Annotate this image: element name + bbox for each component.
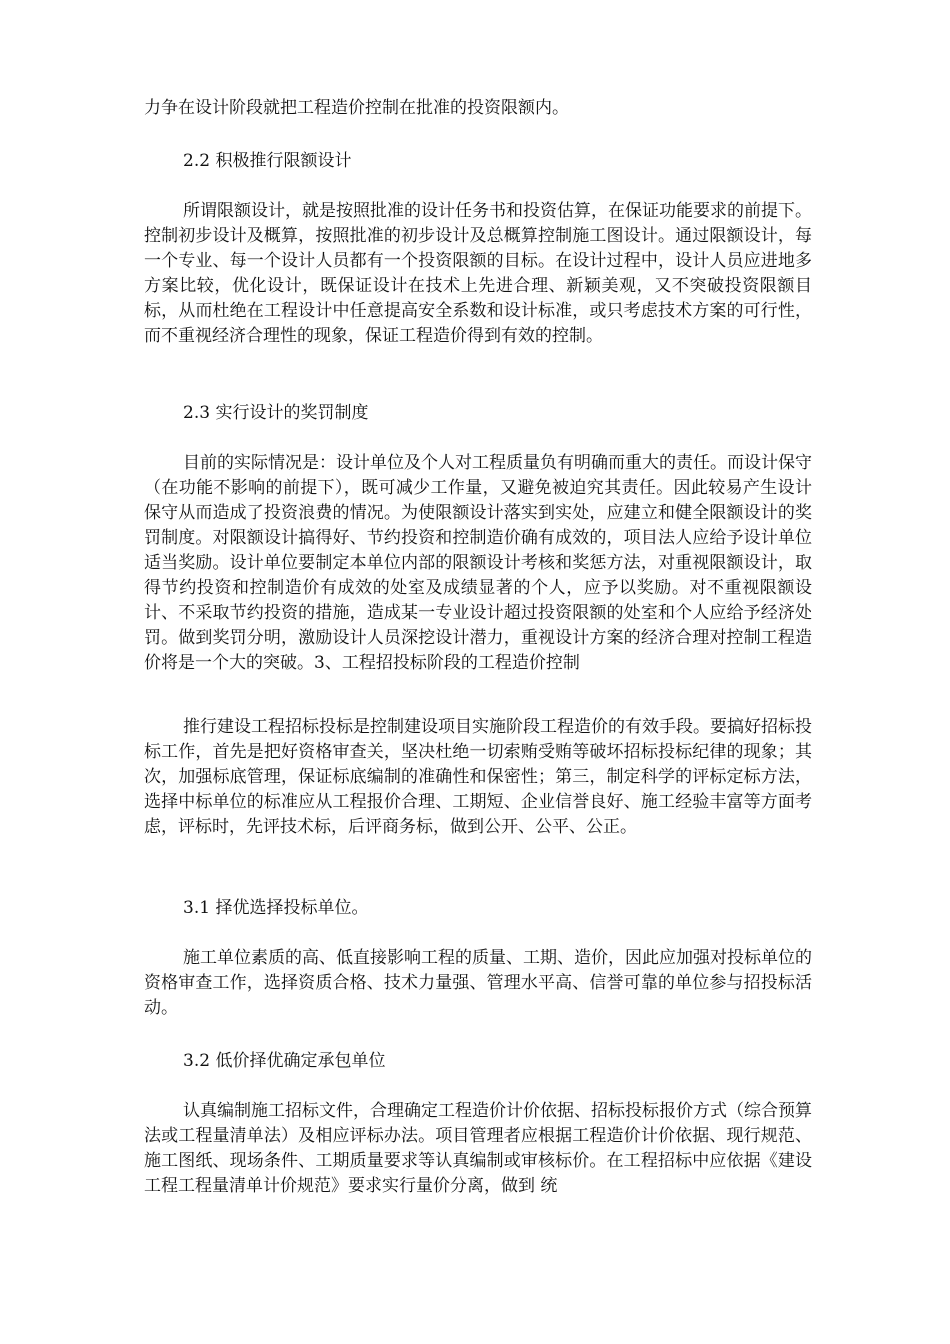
paragraph-select-bidders: 施工单位素质的高、低直接影响工程的质量、工期、造价，因此应加强对投标单位的资格审查工作，选择资质合格、技术力量强、管理水平高、信誉可靠的单位参与招投标活动。 (144, 948, 812, 1018)
paragraph-continuation: 力争在设计阶段就把工程造价控制在批准的投资限额内。 (144, 98, 569, 118)
paragraph-low-price: 认真编制施工招标文件，合理确定工程造价计价依据、招标投标报价方式（综合预算法或工程量清单法）及相应评标办法。项目管理者应根据工程造价计价依据、现行规范、施工图纸、现场条件、工期质量要求等认真编制或审核标价。在工程招标中应依据《建设工程工程量清单计价规范》要求实行量价分离，做到 统 (144, 1101, 812, 1196)
paragraph-bidding: 推行建设工程招标投标是控制建设项目实施阶段工程造价的有效手段。要搞好招标投标工作，首先是把好资格审查关，坚决杜绝一切索贿受贿等破坏招标投标纪律的现象；其次，加强标底管理，保证标底编制的准确性和保密性；第三，制定科学的评标定标方法，选择中标单位的标准应从工程报价合理、工期短、企业信誉良好、施工经验丰富等方面考虑，评标时，先评技术标，后评商务标，做到公开、公平、公正。 (144, 717, 812, 837)
section-heading-2-2: 2.2 积极推行限额设计 (183, 151, 352, 171)
section-heading-2-3: 2.3 实行设计的奖罚制度 (183, 403, 369, 423)
section-heading-3-2: 3.2 低价择优确定承包单位 (183, 1051, 386, 1071)
section-heading-3-1: 3.1 择优选择投标单位。 (183, 898, 369, 918)
paragraph-reward-penalty: 目前的实际情况是：设计单位及个人对工程质量负有明确而重大的责任。而设计保守（在功能不影响的前提下），既可减少工作量，又避免被迫究其责任。因此较易产生设计保守从而造成了投资浪费的情况。为使限额设计落实到实处，应建立和健全限额设计的奖罚制度。对限额设计搞得好、节约投资和控制造价确有成效的，项目法人应给予设计单位适当奖励。设计单位要制定本单位内部的限额设计考核和奖惩方法，对重视限额设计，取得节约投资和控制造价有成效的处室及成绩显著的个人，应予以奖励。对不重视限额设计、不采取节约投资的措施，造成某一专业设计超过投资限额的处室和个人应给予经济处罚。做到奖罚分明，激励设计人员深挖设计潜力，重视设计方案的经济合理对控制工程造价将是一个大的突破。3、工程招投标阶段的工程造价控制 (144, 453, 812, 673)
paragraph-limit-design: 所谓限额设计，就是按照批准的设计任务书和投资估算，在保证功能要求的前提下。控制初步设计及概算，按照批准的初步设计及总概算控制施工图设计。通过限额设计，每一个专业、每一个设计人员都有一个投资限额的目标。在设计过程中，设计人员应进地多方案比较，优化设计，既保证设计在技术上先进合理、新颖美观，又不突破投资限额目标，从而杜绝在工程设计中任意提高安全系数和设计标准，或只考虑技术方案的可行性，而不重视经济合理性的现象，保证工程造价得到有效的控制。 (144, 201, 812, 346)
